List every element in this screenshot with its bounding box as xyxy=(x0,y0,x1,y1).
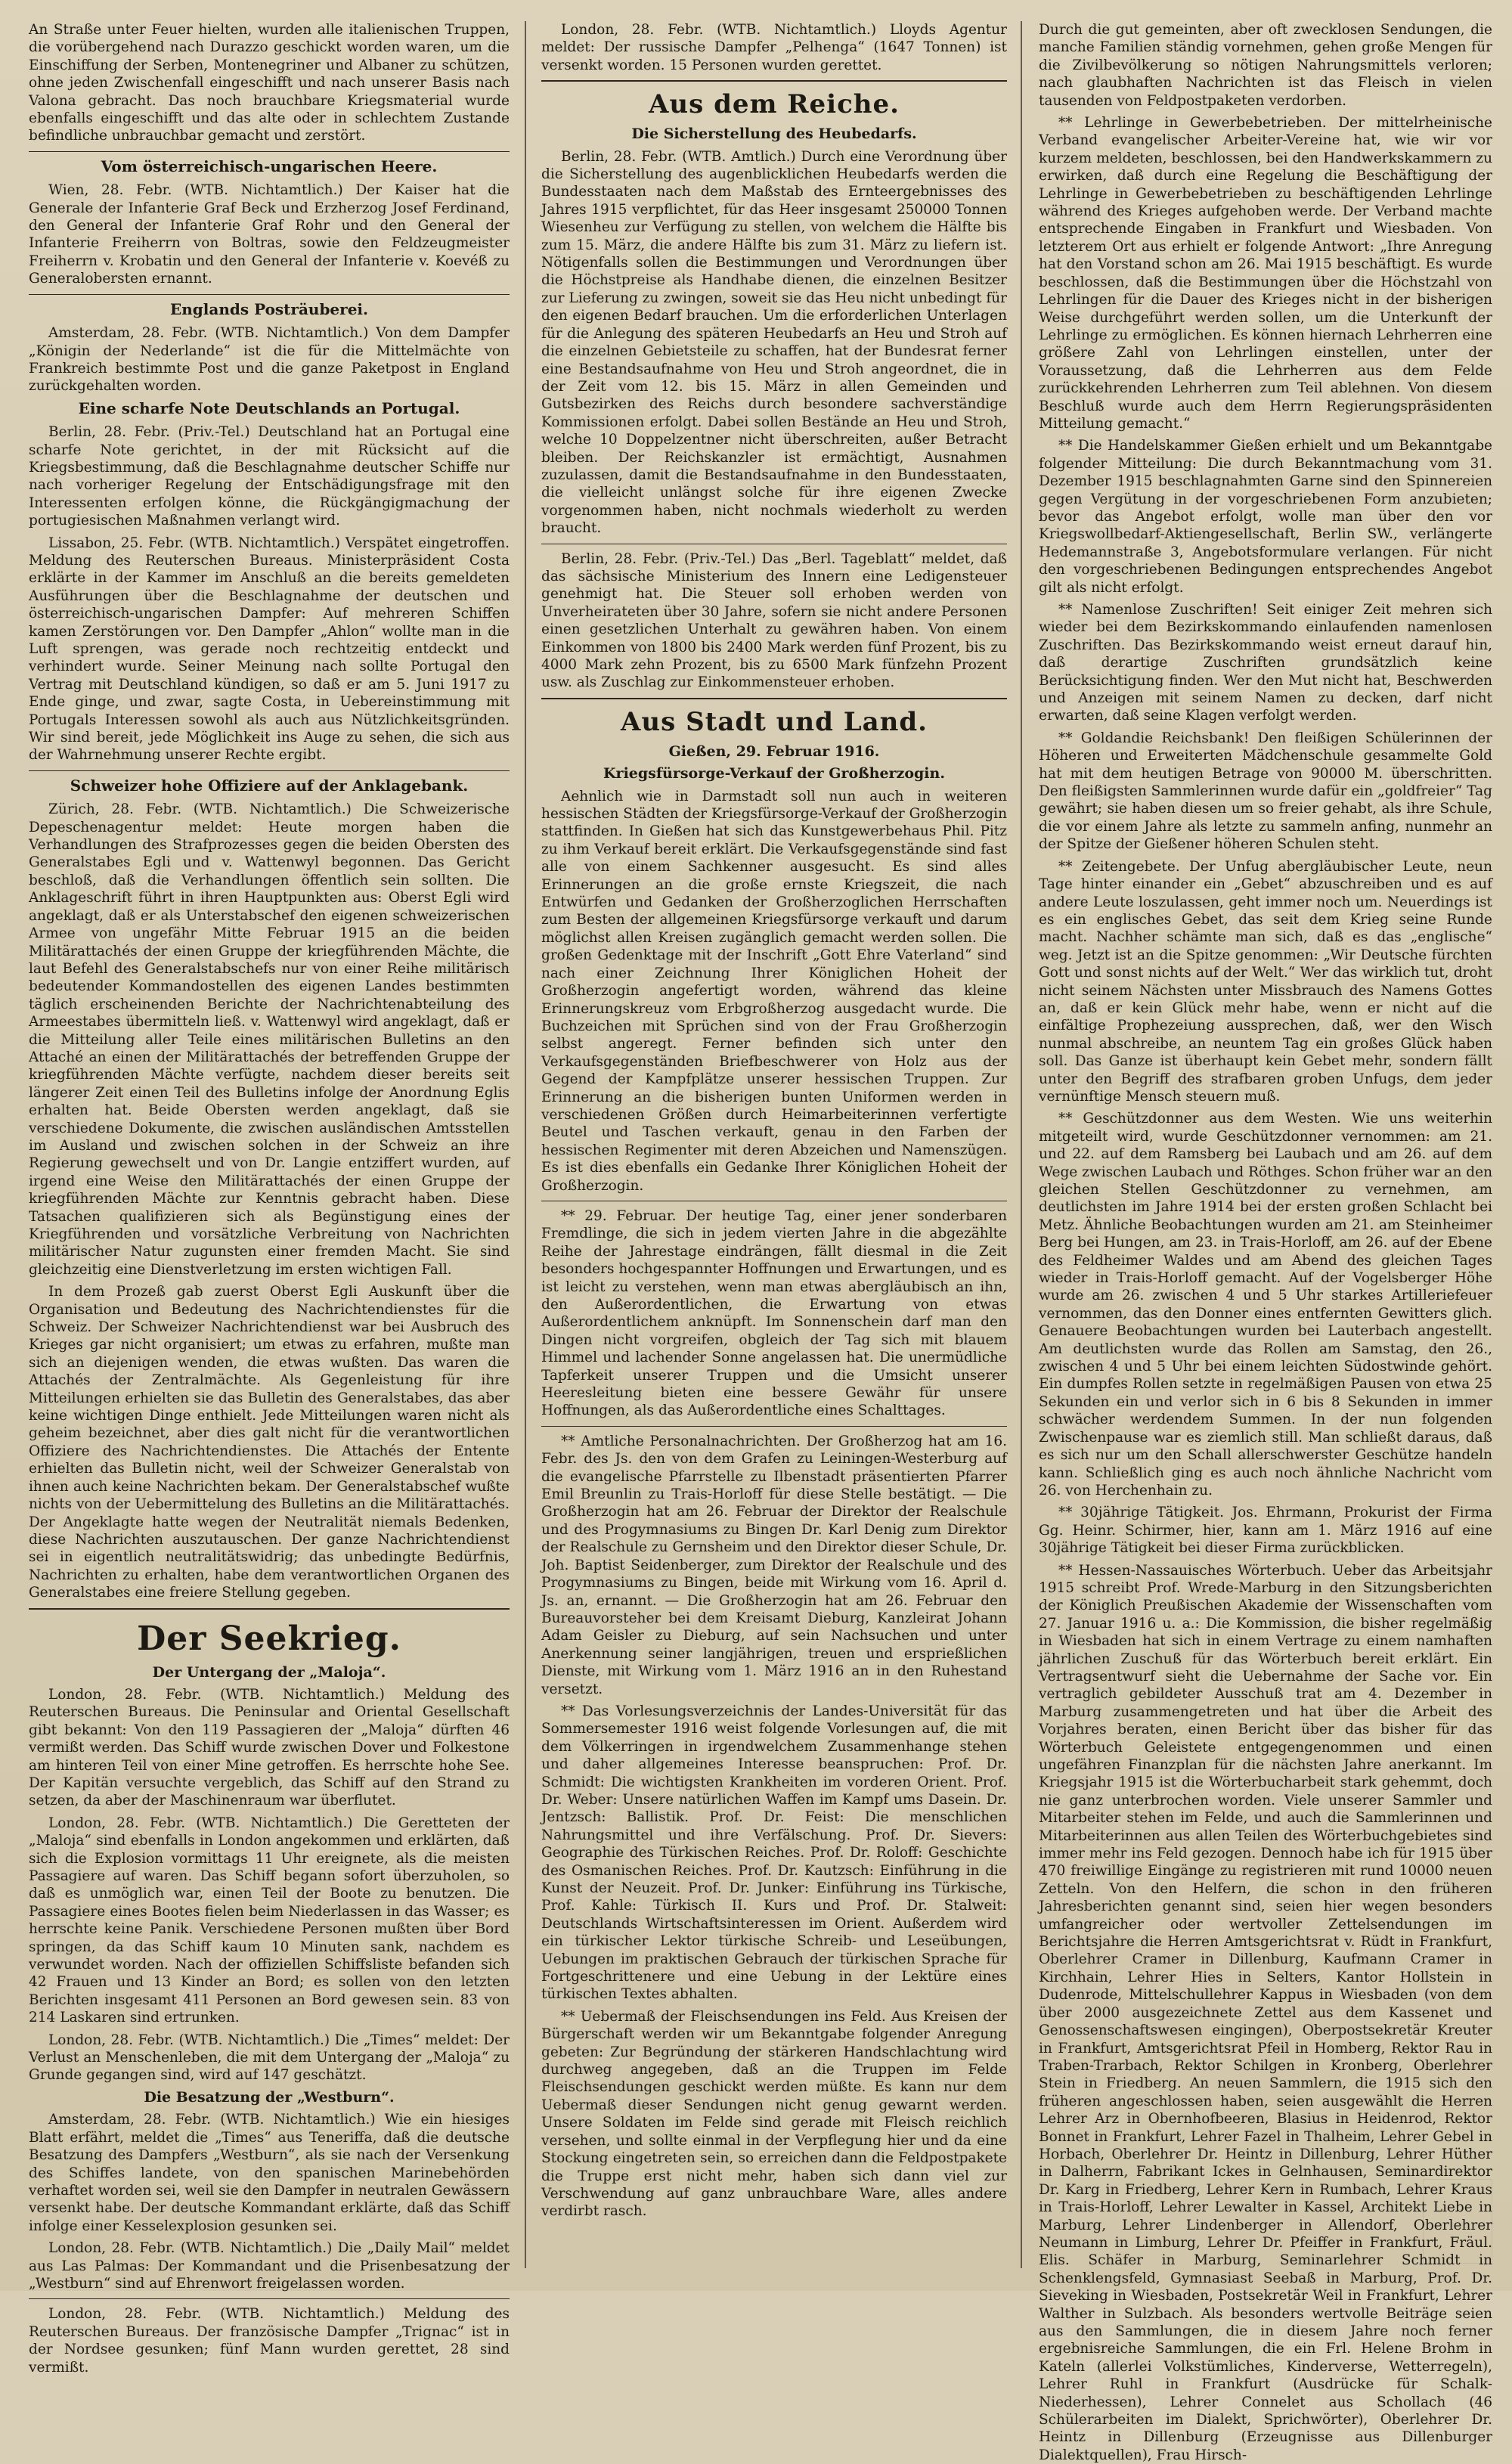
article-separator xyxy=(29,151,510,152)
headline-swiss-officers: Schweizer hohe Offiziere auf der Anklagebank. xyxy=(70,776,469,795)
article-paragraph: Lissabon, 25. Febr. (WTB. Nichtamtlich.) Verspätet eingetroffen. Meldung des Reuterschen Bureaus. Ministerpräsident Costa erklärte in der Kammer im Anschluß an die bereits gemeldeten Ausführungen über die Beschlagnahme der deutschen und österreichisch-ungarischen Dampfer: Auf mehreren Schiffen kamen Zerstörungen vor. Den Dampfer „Ahlon“ wollte man in die Luft sprengen, was gerade noch rechtzeitig entdeckt und verhindert wurde. Seiner Meinung nach sollte Portugal den Vertrag mit Deutschland kündigen, so daß er am 5. Juni 1917 zu Ende ginge, und zwar, sagte Costa, in Uebereinstimmung mit Portugals Interessen sowohl als auch aus Nützlichkeitsgründen. Wir sind bereit, jede Möglichkeit ins Auge zu sehen, die sich aus der Wahrnehmung unserer Rechte ergibt. xyxy=(29,535,510,764)
article-paragraph: ** Namenlose Zuschriften! Seit einiger Zeit mehren sich wieder bei dem Bezirkskommando einlaufenden namenlosen Zuschriften. Das Bezirkskommando weist erneut darauf hin, daß derartige Zuschriften grundsätzlich keine Berücksichtigung finden. Wer den Mut nicht hat, Beschwerden und Anzeigen mit seinem Namen zu decken, darf nicht erwarten, daß seine Klagen verfolgt werden. xyxy=(1039,602,1492,724)
article-paragraph: ** Das Vorlesungsverzeichnis der Landes-Universität für das Sommersemester 1916 weist folgende Vorlesungen auf, die mit dem Völkerringen in irgendwelchem Zusammenhange stehen und daher allgemeines Interesse beanspruchen: Prof. Dr. Schmidt: Die wichtigsten Krankheiten im vorderen Orient. Prof. Dr. Weber: Unsere natürlichen Waffen im Kampf ums Dasein. Dr. Jentzsch: Ballistik. Prof. Dr. Feist: Die menschlichen Nahrungsmittel und ihre Verfälschung. Prof. Dr. Sievers: Geographie des Türkischen Reiches. Prof. Dr. Roloff: Geschichte des Osmanischen Reiches. Prof. Dr. Kautzsch: Einführung in die Kunst der Neuzeit. Prof. Dr. Junker: Einführung ins Türkische, Prof. Kahle: Türkisch II. Kurs und Prof. Dr. Stalweit: Deutschlands Wirtschaftsinteressen im Orient. Außerdem wird ein türkischer Lektor türkische Schreib- und Leseübungen, Uebungen im praktischen Gebrauch der türkischen Sprache für Fortgeschrittenere und eine Uebung in der Lektüre eines türkischen Textes abhalten. xyxy=(541,1703,1007,2003)
article-paragraph: Berlin, 28. Febr. (Priv.-Tel.) Das „Berl. Tageblatt“ meldet, daß das sächsische Ministerium des Innern eine Ledigensteuer genehmigt hat. Die Steuer soll erhoben werden von Unverheirateten über 30 Jahre, sofern sie nicht andere Personen einen gesetzlichen Unterhalt zu gewähren haben. Von einem Einkommen von 1800 bis 2400 Mark werden fünf Prozent, bis zu 4000 Mark zehn Prozent, bis zu 6500 Mark fünfzehn Prozent usw. als Zuschlag zur Einkommensteuer erhoben. xyxy=(541,550,1007,691)
article-paragraph: Wien, 28. Febr. (WTB. Nichtamtlich.) Der Kaiser hat die Generale der Infanterie Graf Beck und Erzherzog Josef Ferdinand, den General der Infanterie Graf Rohr und den General der Infanterie Freiherrn von Boltras, sowie den Feldzeugmeister Freiherrn v. Krobatin und den General der Infanterie v. Koevéß zu Generalobersten ernannt. xyxy=(29,182,510,287)
dateline: Gießen, 29. Februar 1916. xyxy=(668,742,880,760)
article-paragraph: ** Goldandie Reichsbank! Den fleißigen Schülerinnen der Höheren und Erweiterten Mädchenschule gesammelte Gold hat mit dem heutigen Betrage von 90000 M. überschritten. Den fleißigsten Sammlerinnen wurde dafür ein „goldfreier“ Tag gewährt; sie haben diesen um so freier gehabt, als ihre Schule, die vor einem Jahre als letzte zu sammeln anfing, nunmehr an der Spitze der Gießener höheren Schulen steht. xyxy=(1039,730,1492,853)
library-stamp xyxy=(1423,2179,1492,2264)
article-separator xyxy=(541,1426,1007,1427)
article-paragraph: Aehnlich wie in Darmstadt soll nun auch in weiteren hessischen Städten der Kriegsfürsorge-Verkauf der Großherzogin stattfinden. In Gießen hat sich das Kunstgewerbehaus Phil. Pitz zu ihm Verkauf bereit erklärt. Die Verkaufsgegenstände sind fast alle von einem Sachkenner ausgesucht. Es sind alles Erinnerungen an die große ernste Kriegszeit, die nach Entwürfen und Gedanken der Großherzoglichen Herrschaften zum Besten der allgemeinen Kriegsfürsorge verkauft und darum möglichst allen Kreisen zugänglich gemacht werden sollen. Die großen Gedenktage mit der Inschrift „Gott Ehre Vaterland“ sind nach einer Zeichnung Ihrer Königlichen Hoheit der Großherzogin angefertigt worden, während das kleine Erinnerungskreuz vom Erbgroßherzog ausgedacht wurde. Die Buchzeichen mit Sprüchen sind von der Frau Großherzogin selbst angeregt. Ferner befinden sich unter den Verkaufsgegenständen Briefbeschwerer von Holz aus der Gegend der Kampfplätze unserer hessischen Truppen. Zur Erinnerung an die bisherigen bunten Uniformen werden in verschiedenen Größen durch Heimarbeiterinnen verfertigte Beutel und Taschen verkauft, genau in den Farben der hessischen Regimenter mit deren Abzeichen und Namenszügen. Es ist dies ebenfalls ein Gedanke Ihrer Königlichen Hoheit der Großherzogin. xyxy=(541,788,1007,1194)
article-paragraph: London, 28. Febr. (WTB. Nichtamtlich.) Die „Daily Mail“ meldet aus Las Palmas: Der Kommandant und die Prisenbesatzung der „Westburn“ sind auf Ehrenwort freigelassen worden. xyxy=(29,2240,510,2292)
article-separator xyxy=(29,2298,510,2299)
article-paragraph: ** Zeitengebete. Der Unfug abergläubischer Leute, neun Tage hinter einander ein „Gebet“ abzuschreiben und es auf andere Leute loszulassen, geht immer noch um. Neuerdings ist es ein englisches Gebet, das seit dem Krieg seine Runde macht. Nachher schämte man sich, daß es das „englische“ weg. Jetzt ist an die Spitze genommen: „Wir Deutsche fürchten Gott und sonst nichts auf der Welt.“ Wer das wirklich tut, droht nicht seinem Nächsten unter Missbrauch des Namens Gottes an, daß er kein Glück mehr habe, wenn er nicht auf die einfältige Prophezeiung aussprechen, daß, wer den Wisch nunmal abschreibe, an neuntem Tag ein großes Glück haben soll. Das Ganze ist überhaupt kein Gebet mehr, sondern fällt unter den Begriff des strafbaren groben Unfugs, dem jeder vernünftige Mensch steuern muß. xyxy=(1039,858,1492,1105)
article-paragraph: London, 28. Febr. (WTB. Nichtamtlich.) Die „Times“ meldet: Der Verlust an Menschenleben, die mit dem Untergang der „Maloja“ zu Grunde gegangen sind, wird auf 147 geschätzt. xyxy=(29,2032,510,2084)
headline-westburn: Die Besatzung der „Westburn“. xyxy=(144,2088,395,2106)
article-paragraph: ** Geschützdonner aus dem Westen. Wie uns weiterhin mitgeteilt wird, wurde Geschützdonner vernommen: am 21. und 22. auf dem Ramsberg bei Laubach und am 26. auf dem Wege zwischen Laubach und Röthges. Schon früher war an den gleichen Stellen Geschützdonner zu vernehmen, am deutlichsten im Jahre 1914 bei der ersten großen Schlacht bei Metz. Ähnliche Beobachtungen wurden am 21. am Steinheimer Berg bei Hungen, am 23. in Trais-Horloff, am 26. auf der Ebene des Feldheimer Waldes und am Abend des gleichen Tages wieder in Trais-Horloff gemacht. Auf der Vogelsberger Höhe wurde am 26. zwischen 4 und 5 Uhr starkes Artilleriefeuer vernommen, das den Donner eines entfernten Gewitters glich. Genauere Beobachtungen wurden bei Lauterbach angestellt. Am deutlichsten wurde das Rollen am Samstag, den 26., zwischen 4 und 5 Uhr bei einem leichten Südostwinde gehört. Ein dumpfes Rollen setzte in regelmäßigen Pausen von etwa 25 Sekunden ein und verlor sich in 6 bis 8 Sekunden in immer schwächer werdendem Summen. In der nun folgenden Zwischenpause war es ziemlich still. Man schließt daraus, daß es sich nur um den Schall allerschwerster Geschütze handeln kann. Schließlich ging es auch noch ähnliche Nachricht vom 26. von Herchenhain zu. xyxy=(1039,1111,1492,1499)
section-separator xyxy=(541,80,1007,82)
column-middle xyxy=(534,21,1015,2268)
article-paragraph: ** Uebermaß der Fleischsendungen ins Feld. Aus Kreisen der Bürgerschaft werden wir um Bekanntgabe folgender Anregung gebeten: Zur Begründung der stärkeren Handschlachtung wird durchweg angegeben, daß an die Truppen im Felde Fleischsendungen geschickt werden müßte. Es kann nur dem Uebermaß dieser Sendungen nicht genug gewarnt werden. Unsere Soldaten im Felde sind gerade mit Fleisch reichlich versehen, und sollte einmal in der Verpflegung hier und da eine Stockung eingetreten sein, so erreichen dann die Feldpostpakete die Truppe erst nicht mehr, haben sich dann viel zur Verschwendung auf ganz unbrauchbare Ware, alles andere verdirbt rasch. xyxy=(541,2008,1007,2220)
headline-kriegsfuersorge: Kriegsfürsorge-Verkauf der Großherzogin. xyxy=(603,765,945,783)
column-rule xyxy=(1021,21,1022,2268)
headline-note-portugal: Eine scharfe Note Deutschlands an Portugal. xyxy=(78,398,460,417)
article-paragraph: ** Hessen-Nassauisches Wörterbuch. Ueber das Arbeitsjahr 1915 schreibt Prof. Wrede-Marburg in den Sitzungsberichten der Königlich Preußischen Akademie der Wissenschaften vom 27. Januar 1916 u. a.: Die Kommission, die bisher regelmäßig in Wiesbaden hat sich in einem Vertrage zu einem namhaften jährlichen Zuschuß für das Wörterbuch bereit erklärt. Ein Vertragsentwurf sieht die Uebernahme der Sache vor. Ein vertraglich gebildeter Ausschuß trat am 4. Dezember in Marburg zusammengetreten und hat über die Arbeit des Vorjahres beraten, einen Bericht über das bisher für das Wörterbuch Geleistete entgegengenommen und einen ungefähren Finanzplan für die nächsten Jahre anerkannt. Im Kriegsjahr 1915 ist die Wörterbucharbeit stark gehemmt, doch nie ganz unterbrochen worden. Viele unserer Sammler und Mitarbeiter stehen im Felde, und auch die Sammlerinnen und Mitarbeiterinnen aus allen Teilen des Wörterbuchgebietes sind immer mehr ins Feld gezogen. Dennoch habe ich für 1915 über 470 freiwillige Eingänge zu registrieren mit rund 10000 neuen Zetteln. Von den Helfern, die schon in den früheren Jahresberichten genannt sind, seien hier wegen besonders umfangreicher oder wertvoller Zettelsendungen im Berichtsjahre die Herren Amtsgerichtsrat v. Rüdt in Frankfurt, Oberlehrer Cramer in Dillenburg, Kaufmann Cramer in Kirchhain, Lehrer Hies in Selters, Kantor Hollstein in Dudenrode, Mittelschullehrer Kappus in Wiesbaden (von dem über 2000 ausgezeichnete Zettel aus dem Kassenet und Genossenschaftswesen eingingen), Oberpostsekretär Kreuter in Frankfurt, Amtsgerichtsrat Pfeil in Homberg, Rektor Rau in Traben-Trarbach, Rektor Schilgen in Kronberg, Oberlehrer Stein in Friedberg. An neuen Sammlern, die 1915 sich den früheren angeschlossen haben, seien ausgewählt die Herren Lehrer Arz in Obernhofbeeren, Blasius in Heidenrod, Rektor Bonnet in Frankfurt, Lehrer Fazel in Thalheim, Lehrer Gebel in Horbach, Oberlehrer Dr. Heintz in Dillenburg, Lehrer Hüther in Dalherrn, Fabrikant Ickes in Gelnhausen, Seminardirektor Dr. Karg in Friedberg, Lehrer Kern in Rumbach, Lehrer Kraus in Trais-Horloff, Lehrer Lewalter in Kassel, Architekt Liebe in Marburg, Lehrer Lindenberger in Allendorf, Oberlehrer Neumann in Limburg, Lehrer Dr. Pfeiffer in Frankfurt, Fräul. Elis. Schäfer in Marburg, Seminarlehrer Schmidt in Schenklengsfeld, Gymnasiast Seebaß in Marburg, Prof. Dr. Sieveking in Wiesbaden, Postsekretär Weil in Frankfurt, Lehrer Walther in Sulzbach. Als besonders wertvolle Beiträge seien aus den Sammlungen, die in diesem Jahre noch ferner ergebnisreiche Sammlungen, die ein Frl. Helene Brohm in Kateln (allerlei Volkstümliches, Kinderverse, Wetterregeln), Lehrer Ruhl in Frankfurt (Ausdrücke für Schalk- Niederhessen), Lehrer Connelet aus Schollach (46 Schülerarbeiten im Dialekt, Sprichwörter), Oberlehrer Dr. Heintz in Dillenburg (Erzeugnisse aus Dillenburger Dialektquellen), Frau Hirsch- xyxy=(1039,1562,1492,2463)
article-paragraph: ** Amtliche Personalnachrichten. Der Großherzog hat am 16. Febr. des Js. den von dem Grafen zu Leiningen-Westerburg auf die evangelische Pfarrstelle zu Ilbenstadt präsentierten Pfarrer Emil Breunlin zu Trais-Horloff für diese Stelle bestätigt. — Die Großherzogin hat am 26. Februar der Direktor der Realschule und des Progymnasiums zu Bingen Dr. Karl Denig zum Direktor der Realschule zu Gernsheim und den Direktor dieser Schule, Dr. Joh. Baptist Seidenberger, zum Direktor der Realschule und des Progymnasiums zu Bingen, beide mit Wirkung vom 16. April d. Js. an, ernannt. — Die Großherzogin hat am 26. Februar den Bureauvorsteher bei dem Kreisamt Dieburg, Kanzleirat Johann Adam Geisler zu Dieburg, auf sein Nachsuchen und unter Anerkennung seiner langjährigen, treuen und ersprießlichen Dienste, mit Wirkung vom 1. März 1916 an in den Ruhestand versetzt. xyxy=(541,1433,1007,1697)
article-paragraph: Zürich, 28. Febr. (WTB. Nichtamtlich.) Die Schweizerische Depeschenagentur meldet: Heute morgen haben die Verhandlungen des Strafprozesses gegen die beiden Obersten des Generalstabes Egli und v. Wattenwyl begonnen. Das Gericht beschloß, daß die Verhandlungen öffentlich sein sollten. Die Anklageschrift führt in ihren Hauptpunkten aus: Oberst Egli wird angeklagt, daß er als Unterstabschef den eigenen schweizerischen Armee von ungefähr Mitte Februar 1915 an die beiden Militärattachés der einen Gruppe der kriegführenden Mächte, die laut Befehl des Generalstabschefs nur von einer Reihe militärisch bedeutender Kommandostellen des eigenen Landes bestimmten täglich erscheinenden Berichte der Nachrichtenabteilung des Armeestabes übermitteln ließ. v. Wattenwyl wird angeklagt, daß er die Mitteilung aller Teile eines militärischen Bulletins an den Attaché an einen der Militärattachés der betreffenden Gruppe der kriegführenden Mächte verfügte, nachdem dieser bereits seit längerer Zeit einen Teil des Bulletins infolge der Anordnung Eglis erhalten hat. Beide Obersten werden angeklagt, daß sie verschiedene Dokumente, die zwischen ausländischen Amtsstellen im Ausland und zwischen solchen in der Schweiz an ihre Regierung gewechselt und von Dr. Langie entziffert wurden, auf irgend eine Weise den Militärattachés der einen Gruppe der kriegführenden Mächte zur Kenntnis gebracht haben. Diese Tatsachen qualifizieren sich als Begünstigung eines der Kriegführenden und vorsätzliche Verbreitung von Nachrichten militärischer Natur zugunsten einer fremden Macht. Sie sind gleichzeitig eine Dienstverletzung im ersten wichtigen Fall. xyxy=(29,801,510,1278)
headline-maloja: Der Untergang der „Maloja“. xyxy=(152,1663,386,1681)
column-rule xyxy=(525,21,526,2268)
section-title-stadt-land: Aus Stadt und Land. xyxy=(621,706,928,737)
article-paragraph: ** Lehrlinge in Gewerbebetrieben. Der mittelrheinische Verband evangelischer Arbeiter-Vereine hat, wie wir vor kurzem meldeten, beschlossen, bei den Handwerkskammern zu erwirken, daß durch eine Regelung die Beschäftigung der Lehrlinge in Gewerbebetrieben zu beschäftigenden Lehrlinge während des Krieges aufgehoben werde. Der Verband machte entsprechende Eingaben in Frankfurt und Wiesbaden. Von letzterem Ort aus erhielt er folgende Antwort: „Ihre Anregung hat den Vorstand schon am 26. Mai 1915 beschäftigt. Es wurde beschlossen, daß die Bestimmungen über die Höchstzahl von Lehrlingen für die Dauer des Krieges nicht in der bisherigen Weise durchgeführt werden sollen, um die Unterkunft der Lehrlinge zu ermöglichen. Es können hiernach Lehrherren eine größere Zahl von Lehrlingen einstellen, unter der Voraussetzung, daß die Lehrherren aus dem Felde zurückkehrenden Lehrherren zum Teil ablehnen. Von diesem Beschluß wurde auch dem Herrn Regierungspräsidenten Mitteilung gemacht.“ xyxy=(1039,115,1492,432)
headline-england-post: Englands Posträuberei. xyxy=(170,299,368,318)
article-separator xyxy=(29,294,510,295)
section-separator xyxy=(29,1608,510,1610)
article-continuation: An Straße unter Feuer hielten, wurden alle italienischen Truppen, die vorübergehend nach Durazzo geschickt worden waren, um die Einschiffung der Serben, Montenegriner und Albaner zu schützen, ohne jeden Zwischenfall eingeschifft und nach unserer Basis nach Valona gebracht. Das noch brauchbare Kriegsmaterial wurde ebenfalls eingeschifft und das alte oder in schlechtem Zustande befindliche unbrauchbar gemacht und zerstört. xyxy=(29,22,510,144)
section-separator xyxy=(541,698,1007,699)
headline-heubedarf: Die Sicherstellung des Heubedarfs. xyxy=(631,126,917,143)
column-left xyxy=(29,21,519,2376)
section-title-reich: Aus dem Reiche. xyxy=(649,89,900,120)
article-separator xyxy=(29,770,510,771)
article-paragraph: Berlin, 28. Febr. (WTB. Amtlich.) Durch eine Verordnung über die Sicherstellung des augenblicklichen Heubedarfs werden die Bundesstaaten nach dem Maßstab des Ernteergebnisses des Jahres 1915 verpflichtet, für das Heer insgesamt 250000 Tonnen Wiesenheu zur Verfügung zu stellen, von welchem die Hälfte bis zum 15. März, die andere Hälfte bis zum 31. März zu liefern ist. Nötigenfalls sollen die Bestimmungen und Verordnungen über die Höchstpreise als Handhabe dienen, die einzelnen Besitzer zur Lieferung zu zwingen, soweit sie das Heu nicht unbedingt für den eigenen Bedarf brauchen. Um die erforderlichen Unterlagen für die Anlegung des späteren Heubedarfs an Heu und Stroh auf die einzelnen Gebietsteile zu schaffen, hat der Bundesrat ferner eine Bestandsaufnahme von Heu und Stroh angeordnet, die in der Zeit vom 12. bis 15. März in allen Gemeinden und Gutsbezirken des Reichs durch besondere sachverständige Kommissionen erfolgt. Dabei sollen Bestände an Heu und Stroh, welche 10 Doppelzentner nicht überschreiten, außer Betracht bleiben. Der Reichskanzler ist ermächtigt, Ausnahmen zuzulassen, damit die Bestandsaufnahme in den Bundesstaaten, die vielleicht unlängst solche für ihre eigenen Zwecke vorgenommen haben, nicht nochmals wiederholt zu werden braucht. xyxy=(541,148,1007,537)
article-paragraph: London, 28. Febr. (WTB. Nichtamtlich.) Lloyds Agentur meldet: Der russische Dampfer „Pelhenga“ (1647 Tonnen) ist versenkt worden. 15 Personen wurden gerettet. xyxy=(541,22,1007,73)
section-title-seekrieg: Der Seekrieg. xyxy=(137,1619,401,1658)
article-paragraph: Amsterdam, 28. Febr. (WTB. Nichtamtlich.) Von dem Dampfer „Königin der Nederlande“ ist die für die Mittelmächte von Frankreich bestimmte Post und die ganze Paketpost in England zurückgehalten worden. xyxy=(29,325,510,395)
column-right xyxy=(1030,21,1492,2463)
article-paragraph: London, 28. Febr. (WTB. Nichtamtlich.) Meldung des Reuterschen Bureaus. Die Peninsular and Oriental Gesellschaft gibt bekannt: Von den 119 Passagieren der „Maloja“ dürften 46 vermißt werden. Das Schiff wurde zwischen Dover und Folkestone am hinteren Teil von einer Mine getroffen. Es herrschte hohe See. Der Kapitän versuchte vergeblich, das Schiff auf den Strand zu setzen, da aber der Maschinenraum war überflutet. xyxy=(29,1686,510,1809)
article-paragraph: Berlin, 28. Febr. (Priv.-Tel.) Deutschland hat an Portugal eine scharfe Note gerichtet, in der mit Rücksicht auf die Kriegsbestimmung, daß die Beschlagnahme deutscher Schiffe nur nach vorheriger Regelung der Entschädigungsfrage mit den Interessenten erfolgen könne, die Rückgängigmachung der portugiesischen Maßnahmen verlangt wird. xyxy=(29,424,510,529)
article-paragraph: ** 30jährige Tätigkeit. Jos. Ehrmann, Prokurist der Firma Gg. Heinr. Schirmer, hier, kann am 1. März 1916 auf eine 30jährige Tätigkeit bei dieser Firma zurückblicken. xyxy=(1039,1505,1492,1557)
article-paragraph: London, 28. Febr. (WTB. Nichtamtlich.) Die Geretteten der „Maloja“ sind ebenfalls in London angekommen und erklärten, daß sich die Explosion vormittags 11 Uhr ereignete, als die meisten Passagiere auf waren. Das Schiff begann sofort überzuholen, so daß es unmöglich war, einen Teil der Boote zu benutzen. Die Passagiere eines Bootes fielen beim Niederlassen in das Wasser; es herrschte keine Panik. Verschiedene Personen mußten über Bord springen, da das Schiff kaum 10 Minuten sank, nachdem es verwundet worden. Nach der offiziellen Schiffsliste befanden sich 42 Frauen und 13 Kinder an Bord; es sollen von den letzten Berichten insgesamt 411 Personen an Bord gewesen sein. 83 von 214 Laskaren sind ertrunken. xyxy=(29,1815,510,2026)
article-paragraph: In dem Prozeß gab zuerst Oberst Egli Auskunft über die Organisation und Bedeutung des Nachrichtendienstes für die Schweiz. Der Schweizer Nachrichtendienst war bei Ausbruch des Krieges gar nicht organisiert; um etwas zu erfahren, mußte man sich an diejenigen wenden, die etwas wußten. Das waren die Attachés der Zentralmächte. Als Gegenleistung für ihre Mitteilungen erhielten sie das Bulletin des Generalstabes, das aber keine wichtigen Dinge enthielt. Jede Mitteilungen waren nicht als geheim bezeichnet, aber dies galt nicht für die verantwortlichen Offiziere des Nachrichtendienstes. Die Attachés der Entente erhielten das Bulletin nicht, weil der Schweizer Generalstab von ihnen auch keine Nachrichten bekam. Der Generalstabschef wußte nichts von der Uebermittelung des Bulletins an die Militärattachés. Der Angeklagte hatte wegen der Neutralität niemals Bedenken, diese Nachrichten auszutauschen. Der ganze Nachrichtendienst sei in eigentlich neutralitätswidrig; das unbedingte Bedürfnis, Nachrichten zu erhalten, habe dem verantwortlichen Organen des Generalstabes eine freiere Stellung gegeben. xyxy=(29,1284,510,1601)
article-paragraph: ** Die Handelskammer Gießen erhielt und um Bekanntgabe folgender Mitteilung: Die durch Bekanntmachung vom 31. Dezember 1915 beschlagnahmten Garne sind den Spinnereien gegen Vergütung in der vorgeschriebenen Form anzubieten; bevor das Angebot erfolgt, wolle man über den vor Kriegswollbedarf-Aktiengesellschaft, Berlin SW., verlängerte Hedemannstraße 3, Angebotsformulare verlangen. Für nicht den vorgeschriebenen Bedingungen entsprechendes Angebot gilt als nicht erfolgt. xyxy=(1039,438,1492,596)
article-paragraph: Amsterdam, 28. Febr. (WTB. Nichtamtlich.) Wie ein hiesiges Blatt erfährt, meldet die „Times“ aus Teneriffa, daß die deutsche Besatzung des Dampfers „Westburn“, als sie nach der Versenkung des Schiffes landete, von den spanischen Marinebehörden verhaftet worden sei, weil sie den Dampfer in neutralen Gewässern versenkt habe. Der deutsche Kommandant erklärte, daß das Schiff infolge einer Kesselexplosion gesunken sei. xyxy=(29,2112,510,2234)
headline-austro-hungarian-army: Vom österreichisch-ungarischen Heere. xyxy=(101,157,438,175)
article-continuation: Durch die gut gemeinten, aber oft zwecklosen Sendungen, die manche Familien ständig vornehmen, gehen große Mengen für die Zivilbevölkerung so nötigen Nahrungsmittels verloren; nach glaubhaften Nachrichten ist das Fleisch in vielen tausenden von Feldpostpaketen verdorben. xyxy=(1039,22,1492,109)
article-paragraph: ** 29. Februar. Der heutige Tag, einer jener sonderbaren Fremdlinge, die sich in jedem vierten Jahre in die abgezählte Reihe der Jahrestage eindrängen, fällt diesmal in die Zeit besonders hochgespannter Hoffnungen und Erwartungen, und es ist leicht zu verstehen, wenn man etwas abergläubisch an ihn, den Außerordentlichen, die Erwartung von etwas Außerordentlichem anknüpft. Im Sonnenschein darf man den Dingen nicht vorgreifen, obgleich der Tag sich mit blauem Himmel und lachender Sonne angelassen hat. Die unermüdliche Tapferkeit unserer Truppen und die Umsicht unserer Heeresleitung bieten eine bessere Gewähr für unsere Hoffnungen, als das Außerordentliche eines Schalttages. xyxy=(541,1207,1007,1419)
article-paragraph: London, 28. Febr. (WTB. Nichtamtlich.) Meldung des Reuterschen Bureaus. Der französische Dampfer „Trignac“ ist in der Nordsee gesunken; fünf Mann wurden gerettet, 28 sind vermißt. xyxy=(29,2306,510,2376)
